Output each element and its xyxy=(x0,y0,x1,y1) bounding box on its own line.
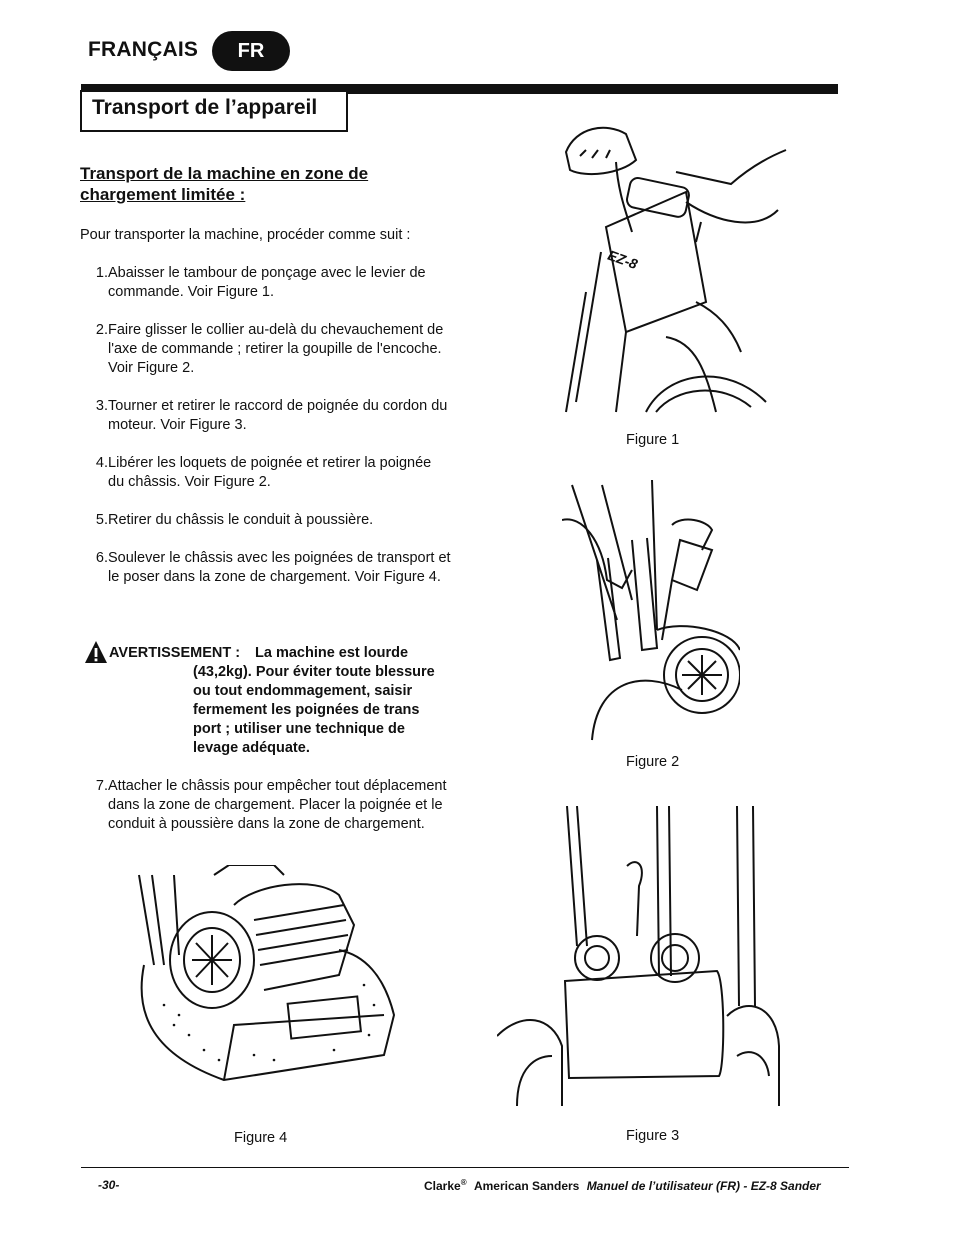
footer-text xyxy=(424,1178,821,1193)
step-text: Faire glisser le collier au-delà du chevauchement de l'axe de commande ; retirer la goupille de l'encoche. Voir Figure 2. xyxy=(108,322,444,376)
warning-line: levage adéquate. xyxy=(193,740,310,756)
step-text: Abaisser le tambour de ponçage avec le levier de commande. Voir Figure 1. xyxy=(108,265,426,300)
figure-1-caption: Figure 1 xyxy=(626,432,680,448)
step-3 xyxy=(80,397,465,435)
warning-label: AVERTISSEMENT : xyxy=(109,645,241,661)
step-text: Tourner et retirer le raccord de poignée du cordon du moteur. Voir Figure 3. xyxy=(108,398,448,433)
step-text: Attacher le châssis pour empêcher tout déplacement dans la zone de chargement. Placer la poignée et le conduit à poussière dans la zone de chargement. xyxy=(108,778,447,832)
warning-text xyxy=(193,663,463,758)
step-7 xyxy=(80,777,465,834)
step-number: 7. xyxy=(95,778,108,794)
step-text: Retirer du châssis le conduit à poussière. xyxy=(108,512,374,528)
warning-line: fermement les poignées de trans xyxy=(193,702,420,718)
warning-line: port ; utiliser une technique de xyxy=(193,721,405,737)
figure-4-illustration xyxy=(134,865,396,1087)
figure-3-illustration xyxy=(497,806,783,1106)
step-number: 4. xyxy=(95,455,108,471)
footer-manual-title: Manuel de l’utilisateur (FR) - EZ-8 Sander xyxy=(586,1179,821,1193)
step-2 xyxy=(80,321,465,378)
step-1 xyxy=(80,264,465,302)
step-number: 5. xyxy=(95,512,108,528)
footer-company: American Sanders xyxy=(473,1179,580,1193)
intro-text: Pour transporter la machine, procéder comme suit : xyxy=(80,227,411,243)
step-number: 3. xyxy=(95,398,108,414)
step-text: Soulever le châssis avec les poignées de transport et le poser dans la zone de chargement. Voir Figure 4. xyxy=(108,550,451,585)
figure-1-model-label: EZ-8 xyxy=(605,246,640,273)
warning-icon xyxy=(84,640,108,664)
footer-rule xyxy=(81,1167,849,1168)
figure-4-caption: Figure 4 xyxy=(234,1130,288,1146)
step-4 xyxy=(80,454,465,492)
step-number: 6. xyxy=(95,550,108,566)
figure-2-caption: Figure 2 xyxy=(626,754,680,770)
figure-3-caption: Figure 3 xyxy=(626,1128,680,1144)
step-6 xyxy=(80,549,465,587)
registered-mark: ® xyxy=(460,1178,467,1187)
figure-2-illustration xyxy=(562,480,740,742)
step-number: 2. xyxy=(95,322,108,338)
step-5 xyxy=(80,511,465,530)
section-title: Transport de l’appareil xyxy=(92,96,318,119)
step-number: 1. xyxy=(95,265,108,281)
figure-1-illustration xyxy=(556,112,788,414)
step-text: Libérer les loquets de poignée et retirer la poignée du châssis. Voir Figure 2. xyxy=(108,455,432,490)
language-badge: FR xyxy=(212,31,290,71)
language-label: FRANÇAIS xyxy=(88,38,199,61)
page-number: -30- xyxy=(98,1178,120,1192)
subheading: Transport de la machine en zone de chargement limitée : xyxy=(80,164,369,204)
warning-line: ou tout endommagement, saisir xyxy=(193,683,413,699)
warning-first-line: La machine est lourde xyxy=(255,645,409,661)
footer-brand: Clarke xyxy=(424,1179,461,1193)
warning-line: (43,2kg). Pour éviter toute blessure xyxy=(193,664,435,680)
